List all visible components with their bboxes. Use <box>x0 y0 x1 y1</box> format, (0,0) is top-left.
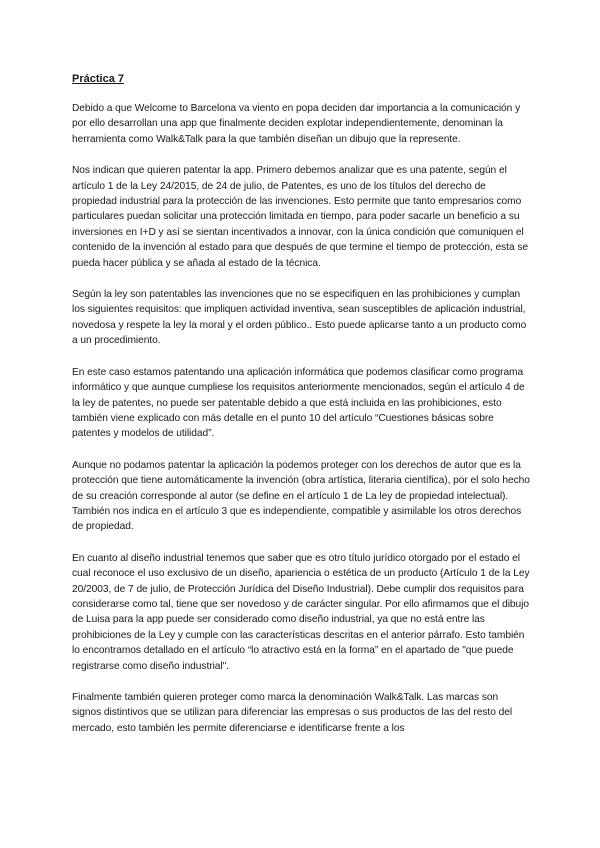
document-page <box>72 72 530 752</box>
paragraph-trademark: Finalmente también quieren proteger como marca la denominación Walk&Talk. Las marcas son signos distintivos que se utilizan para diferenciar las empresas o sus productos de las del resto del mercado, esto también les permite diferenciarse e identificarse frente a los <box>72 692 513 734</box>
paragraph-patentable-requirements: Según la ley son patentables las invenciones que no se especifiquen en las prohibiciones y cumplan los siguientes requisitos: que impliquen actividad inventiva, sean susceptibles de aplicación industrial, novedosa y respete la ley la moral y el orden público.. Esto puede aplicarse tanto a un producto como a un procedimiento. <box>72 289 527 347</box>
paragraph-software-exclusion: En este caso estamos patentando una aplicación informática que podemos clasificar como programa informático y que aunque cumpliese los requisitos anteriormente mencionados, según el artículo 4 de la ley de patentes, no puede ser patentable debido a que está incluida en las prohibiciones, esto también viene explicado con más detalle en el punto 10 del artículo “Cuestiones básicas sobre patentes y modelos de utilidad”. <box>72 366 525 440</box>
paragraph-copyright: Aunque no podamos patentar la aplicación la podemos proteger con los derechos de autor que es la protección que tiene automáticamente la invención (obra artística, literaria científica), por el solo hecho de su creación corresponde al autor (se define en el artículo 1 de La ley de propiedad intelectual). También nos indica en el artículo 3 que es independiente, compatible y asimilable los otros derechos de propiedad. <box>72 459 530 533</box>
paragraph-industrial-design: En cuanto al diseño industrial tenemos que saber que es otro título jurídico otorgado por el estado el cual reconoce el uso exclusivo de un diseño, apariencia o estética de un producto (Artículo 1 de la Ley 20/2003, de 7 de julio, de Protección Jurídica del Diseño Industrial). Debe cumplir dos requisitos para considerarse como tal, tiene que ser novedoso y de carácter singular. Por ello afirmamos que el dibujo de Luisa para la app puede ser considerado como diseño industrial, ya que no está entre las prohibiciones de la Ley y cumple con las características descritas en el anterior párrafo. Esto también lo encontramos detallado en el artículo “lo atractivo está en la forma” en el apartado de "que puede registrarse como diseño industrial". <box>72 552 530 672</box>
paragraph-intro: Debido a que Welcome to Barcelona va viento en popa deciden dar importancia a la comunicación y por ello desarrollan una app que finalmente deciden explotar independientemente, denominan la herramienta como Walk&Talk para la que también diseñan un dibujo que la represente. <box>72 103 521 145</box>
paragraph-patent-definition: Nos indican que quieren patentar la app. Primero debemos analizar que es una patente, según el artículo 1 de la Ley 24/2015, de 24 de julio, de Patentes, es uno de los títulos del derecho de propiedad industrial para la protección de las invenciones. Esto permite que tanto empresarios como particulares puedan solicitar una protección limitada en tiempo, para poder sacarle un beneficio a su inversiones en I+D y así se sientan incentivados a innovar, con la única condición que comuniquen el contenido de la invención al estado para que después de que termine el tiempo de protección, esta se pueda hacer pública y se añada al estado de la técnica. <box>72 165 529 269</box>
document-title: Práctica 7 <box>72 73 124 85</box>
